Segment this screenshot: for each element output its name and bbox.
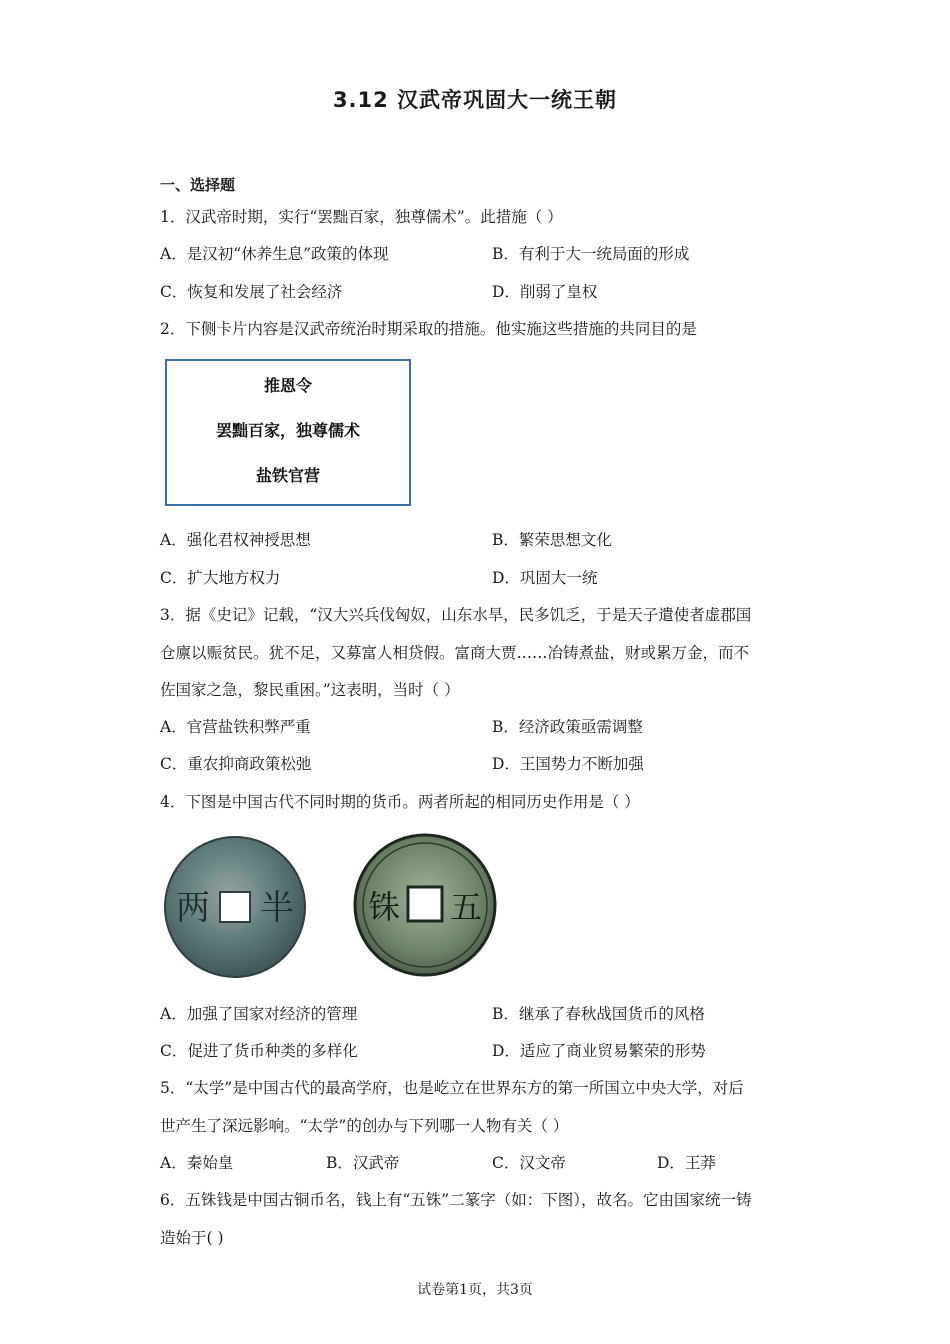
question-6-line-2: 造始于( ) xyxy=(160,1229,224,1247)
page-title: 3.12 汉武帝巩固大一统王朝 xyxy=(332,88,618,112)
question-5-line-2: 世产生了深远影响。“太学”的创办与下列哪一人物有关（ ） xyxy=(160,1117,569,1135)
q5-option-c[interactable]: C．汉文帝 xyxy=(492,1154,566,1172)
question-3-line-2: 仓廪以赈贫民。犹不足，又募富人相贷假。富商大贾……冶铸煮盐，财或累万金，而不 xyxy=(160,644,750,662)
coin2-char-right: 五 xyxy=(449,888,483,926)
card-item-tuienling: 推恩令 xyxy=(263,376,312,395)
question-2-stem: 2．下侧卡片内容是汉武帝统治时期采取的措施。他实施这些措施的共同目的是 xyxy=(160,320,697,338)
q3-option-b[interactable]: B．经济政策亟需调整 xyxy=(492,718,643,736)
card-item-rujia: 罢黜百家，独尊儒术 xyxy=(215,421,360,440)
coin2-char-left: 铢 xyxy=(367,888,401,926)
card-item-yantie: 盐铁官营 xyxy=(255,466,320,485)
q2-option-c[interactable]: C．扩大地方权力 xyxy=(160,569,281,587)
question-3-line-3: 佐国家之急，黎民重困。”这表明，当时（ ） xyxy=(160,681,460,699)
q1-option-b[interactable]: B．有利于大一统局面的形成 xyxy=(492,245,690,263)
coin1-char-left: 两 xyxy=(176,888,210,928)
q4-option-d[interactable]: D．适应了商业贸易繁荣的形势 xyxy=(492,1042,706,1060)
q2-option-a[interactable]: A．强化君权神授思想 xyxy=(160,531,311,549)
q5-option-d[interactable]: D．王莽 xyxy=(657,1154,716,1172)
q3-option-c[interactable]: C．重农抑商政策松弛 xyxy=(160,755,312,773)
q5-option-b[interactable]: B．汉武帝 xyxy=(326,1154,400,1172)
coin1-char-right: 半 xyxy=(260,888,294,928)
measures-card xyxy=(165,359,411,506)
question-5-line-1: 5．“太学”是中国古代的最高学府，也是屹立在世界东方的第一所国立中央大学，对后 xyxy=(160,1079,744,1097)
question-6-line-1: 6．五铢钱是中国古铜币名，钱上有“五铢”二篆字（如：下图），故名。它由国家统一铸 xyxy=(160,1191,752,1209)
q4-option-b[interactable]: B．继承了春秋战国货币的风格 xyxy=(492,1005,705,1023)
q2-option-d[interactable]: D．巩固大一统 xyxy=(492,569,598,587)
banliang-coin-image xyxy=(160,833,310,981)
question-4-stem: 4．下图是中国古代不同时期的货币。两者所起的相同历史作用是（ ） xyxy=(160,793,640,811)
q4-option-a[interactable]: A．加强了国家对经济的管理 xyxy=(160,1005,358,1023)
question-3-line-1: 3．据《史记》记载，“汉大兴兵伐匈奴，山东水旱，民多饥乏，于是天子遣使者虚郡国 xyxy=(160,606,752,624)
q3-option-a[interactable]: A．官营盐铁积弊严重 xyxy=(160,718,311,736)
q5-option-a[interactable]: A．秦始皇 xyxy=(160,1154,234,1172)
question-1-stem: 1．汉武帝时期，实行“罢黜百家，独尊儒术”。此措施（ ） xyxy=(160,208,563,226)
q4-option-c[interactable]: C．促进了货币种类的多样化 xyxy=(160,1042,358,1060)
q2-option-b[interactable]: B．繁荣思想文化 xyxy=(492,531,612,549)
wuzhu-coin-image xyxy=(352,832,498,978)
q1-option-c[interactable]: C．恢复和发展了社会经济 xyxy=(160,283,343,301)
q1-option-d[interactable]: D．削弱了皇权 xyxy=(492,283,598,301)
q3-option-d[interactable]: D．王国势力不断加强 xyxy=(492,755,644,773)
q1-option-a[interactable]: A．是汉初“休养生息”政策的体现 xyxy=(160,245,389,263)
section-heading: 一、选择题 xyxy=(160,176,236,194)
page-footer: 试卷第1页，共3页 xyxy=(417,1282,533,1298)
